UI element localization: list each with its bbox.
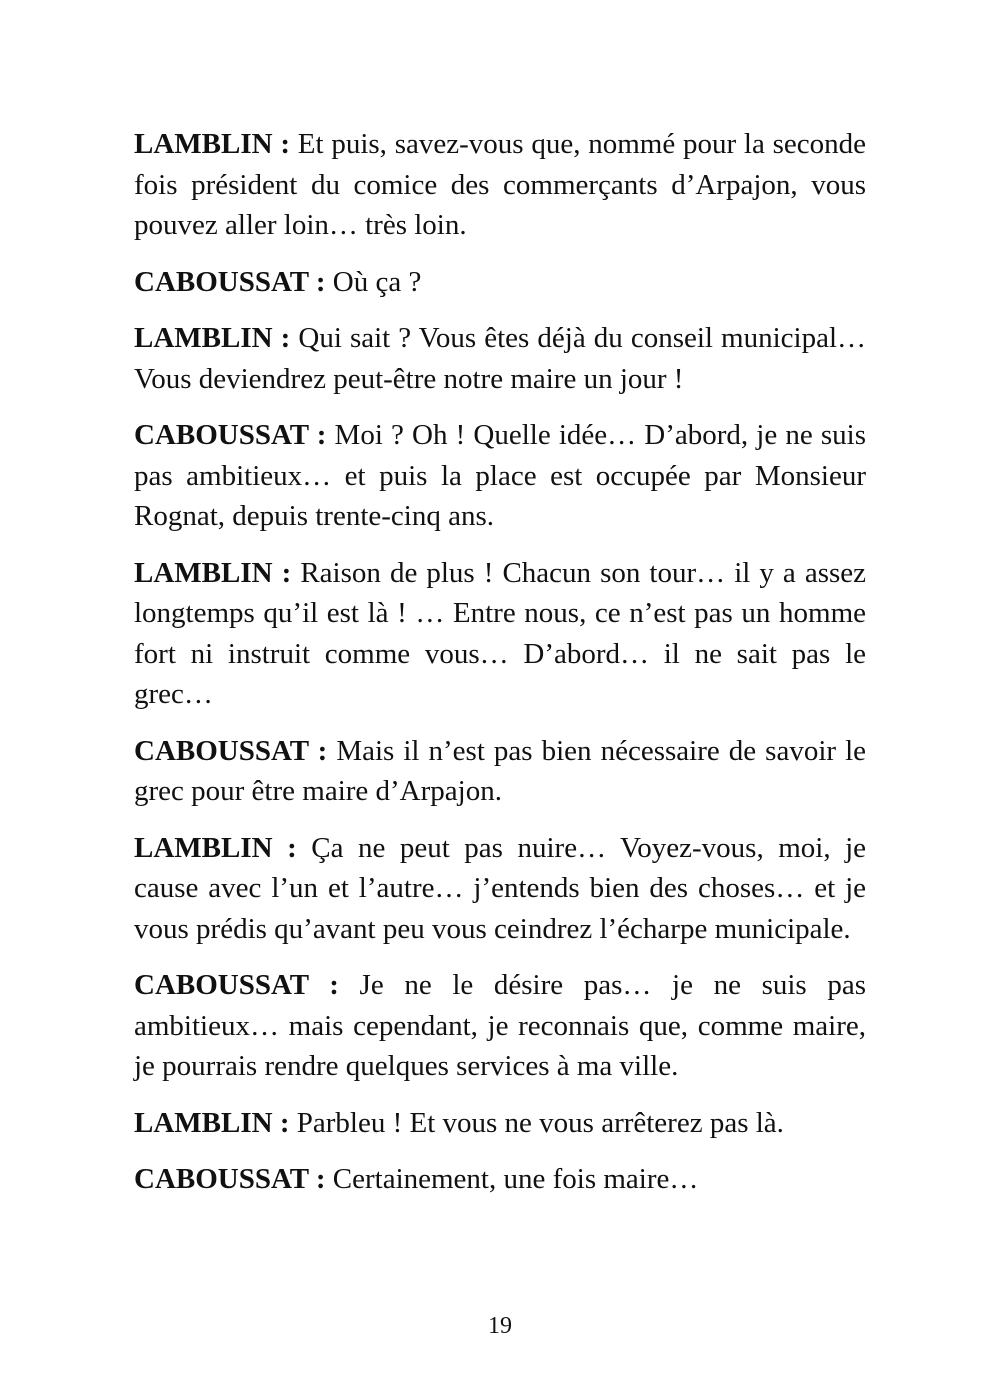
dialogue-line: [134, 124, 866, 246]
dialogue-line: [134, 965, 866, 1087]
speaker-name: LAMBLIN :: [134, 128, 291, 160]
dialogue-line: [134, 415, 866, 537]
dialogue-line: [134, 1159, 866, 1200]
speaker-name: LAMBLIN :: [134, 556, 292, 589]
dialogue-text: Ça ne peut pas nuire… Voyez-vous, moi, je cause avec l’un et l’autre… j’entends bien des choses… et je vous prédis qu’avant peu vous ceindrez l’écharpe municipale.: [134, 831, 867, 945]
dialogue-text: Raison de plus ! Chacun son tour… il y a assez longtemps qu’il est là ! … Entre nous, ce n’est pas un homme fort ni instruit comme vous… D’abord… il ne sait pas le grec…: [134, 556, 867, 710]
dialogue-line: [134, 731, 866, 812]
speaker-name: LAMBLIN :: [134, 322, 291, 354]
speaker-name: CABOUSSAT :: [134, 265, 326, 298]
page-number: 19: [488, 1313, 512, 1339]
dialogue-text: Moi ? Oh ! Quelle idée… D’abord, je ne suis pas ambitieux… et puis la place est occupée par Monsieur Rognat, depuis trente-cinq ans.: [134, 419, 866, 532]
dialogue-line: [134, 828, 866, 950]
dialogue-text: Certainement, une fois maire…: [332, 1163, 699, 1195]
speaker-name: LAMBLIN :: [134, 1106, 290, 1139]
dialogue-line: [134, 262, 866, 303]
dialogue-text: Et puis, savez-vous que, nommé pour la seconde fois président du comice des commerçants d’Arpajon, vous pouvez aller loin… très loin.: [134, 128, 867, 241]
dialogue-text: Mais il n’est pas bien nécessaire de savoir le grec pour être maire d’Arpajon.: [134, 734, 867, 807]
speaker-name: CABOUSSAT :: [134, 734, 328, 767]
dialogue-line: [134, 1103, 866, 1144]
dialogue-text: Où ça ?: [332, 265, 422, 298]
play-page-body: [134, 124, 866, 1216]
dialogue-text: Parbleu ! Et vous ne vous arrêterez pas là.: [296, 1106, 784, 1139]
speaker-name: LAMBLIN :: [134, 831, 297, 864]
speaker-name: CABOUSSAT :: [134, 1163, 326, 1195]
dialogue-text: Qui sait ? Vous êtes déjà du conseil municipal… Vous deviendrez peut-être notre maire un jour !: [134, 322, 866, 395]
dialogue-line: [134, 553, 866, 715]
dialogue-text: Je ne le désire pas… je ne suis pas ambitieux… mais cependant, je reconnais que, comme maire, je pourrais rendre quelques services à ma ville.: [134, 969, 867, 1082]
speaker-name: CABOUSSAT :: [134, 969, 339, 1001]
dialogue-line: [134, 318, 866, 399]
speaker-name: CABOUSSAT :: [134, 419, 327, 451]
